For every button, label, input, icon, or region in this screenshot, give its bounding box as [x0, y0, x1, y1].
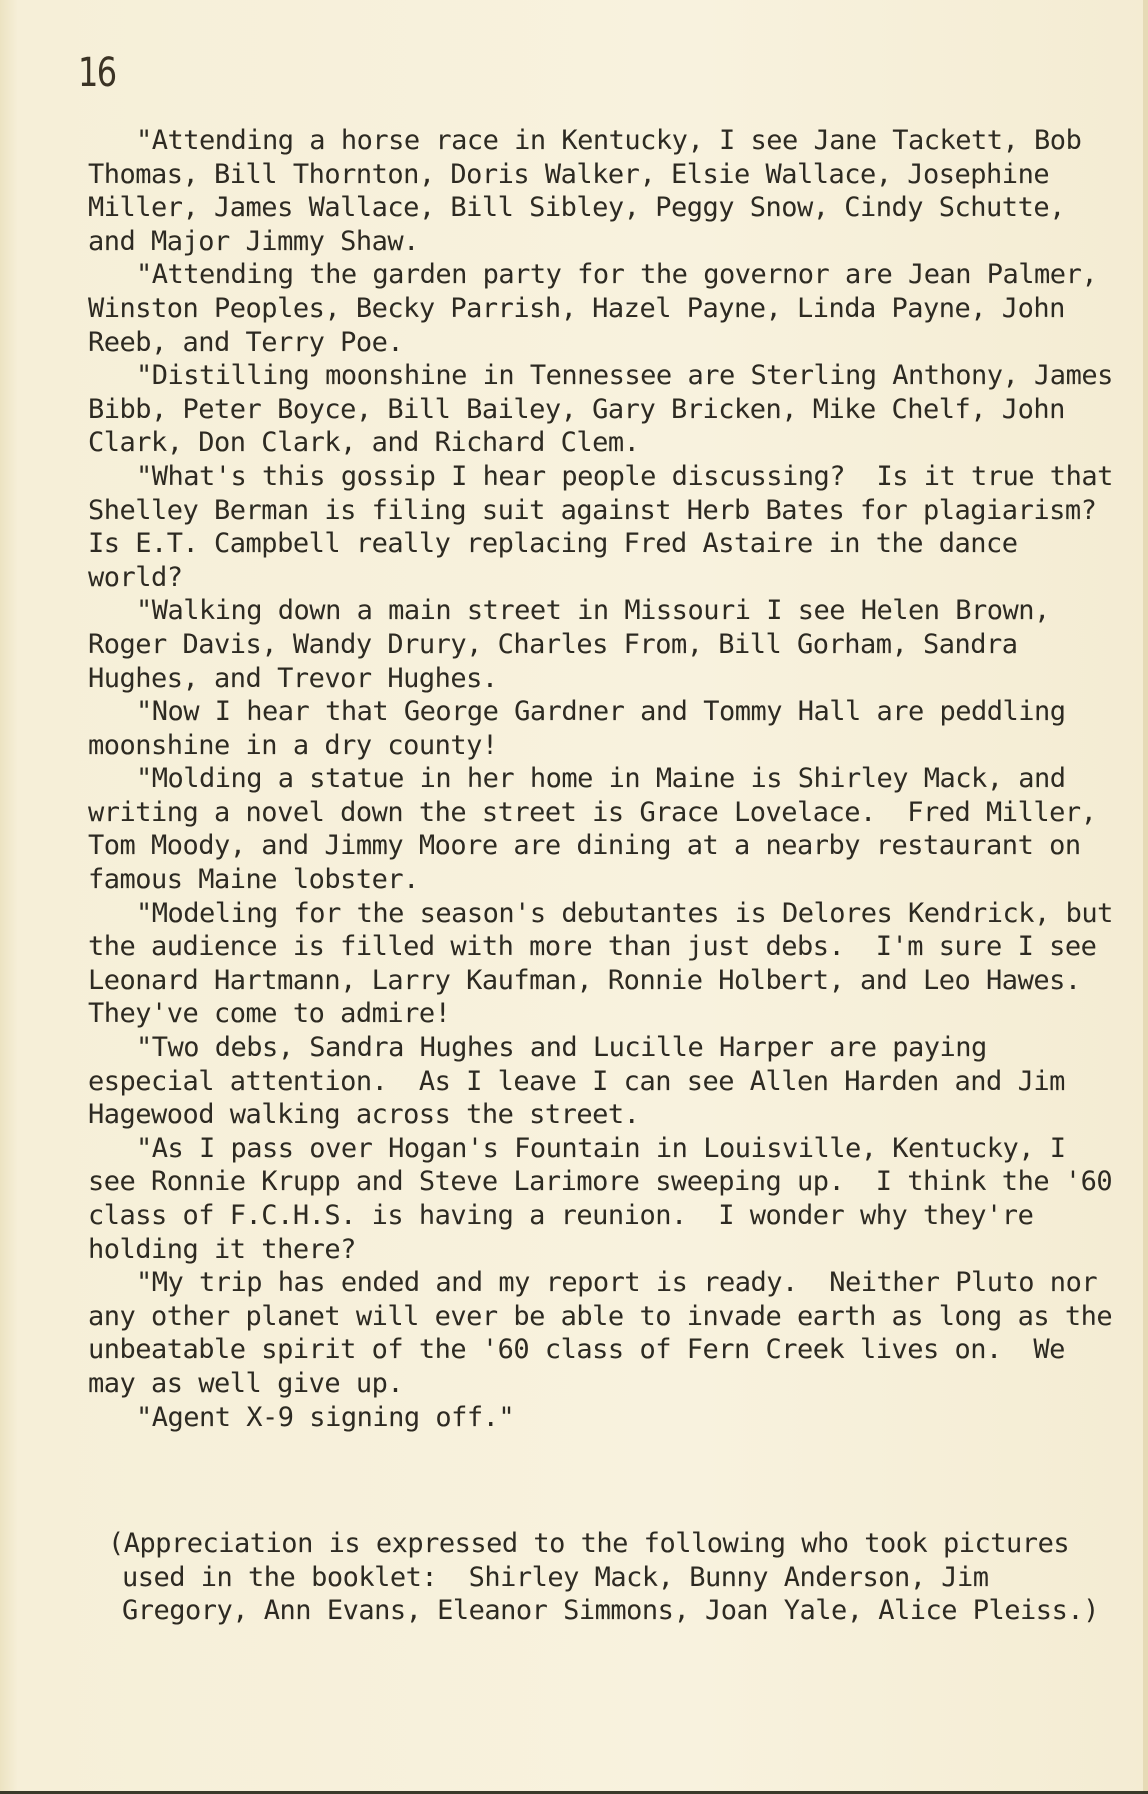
paragraph-maine: "Molding a statue in her home in Maine is Shirley Mack, and writing a novel down the street is Grace Lovelace. Fred Miller, Tom Moody, and Jimmy Moore are dining at a nearby restaurant on famous Maine lobster. [88, 763, 1113, 896]
paragraph-two-debs: "Two debs, Sandra Hughes and Lucille Harper are paying especial attention. As I leave I can see Allen Harden and Jim Hagewood walking across the street. [88, 1032, 1081, 1131]
paragraph-dry-county: "Now I hear that George Gardner and Tommy Hall are peddling moonshine in a dry county! [88, 696, 1082, 761]
paragraph-trip-ended: "My trip has ended and my report is ready. Neither Pluto nor any other planet will ever be able to invade earth as long as the unbeatable spirit of the '60 class of Fern Creek lives on. We may as well give up. [88, 1267, 1128, 1399]
page-number: 16 [78, 50, 116, 96]
paragraph-horse-race: "Attending a horse race in Kentucky, I see Jane Tackett, Bob Thomas, Bill Thornton, Doris Walker, Elsie Wallace, Josephine Miller, James Wallace, Bill Sibley, Peggy Snow, Cindy Schutte, and Major Jimmy Shaw. [88, 125, 1098, 257]
body-text [88, 124, 1129, 1434]
paragraph-gossip: "What's this gossip I hear people discussing? Is it true that Shelley Berman is filing suit against Herb Bates for plagiarism? Is E.T. Campbell really replacing Fred Astaire in the dance world? [88, 460, 1129, 593]
paragraph-moonshine-tennessee: "Distilling moonshine in Tennessee are Sterling Anthony, James Bibb, Peter Boyce, Bill Bailey, Gary Bricken, Mike Chelf, John Clark, Don Clark, and Richard Clem. [88, 360, 1129, 459]
paragraph-hogans-fountain: "As I pass over Hogan's Fountain in Louisville, Kentucky, I see Ronnie Krupp and Steve Larimore sweeping up. I think the '60 class of F.C.H.S. is having a reunion. I wonder why they're holding it there? [88, 1132, 1128, 1265]
paragraph-garden-party: "Attending the garden party for the governor are Jean Palmer, Winston Peoples, Becky Parrish, Hazel Payne, Linda Payne, John Reeb, and Terry Poe. [88, 259, 1113, 358]
paragraph-missouri: "Walking down a main street in Missouri I see Helen Brown, Roger Davis, Wandy Drury, Charles From, Bill Gorham, Sandra Hughes, and Trevor Hughes. [88, 595, 1066, 694]
paragraph-debutantes: "Modeling for the season's debutantes is Delores Kendrick, but the audience is filled with more than just debs. I'm sure I see Leonard Hartmann, Larry Kaufman, Ronnie Holbert, and Leo Hawes. They've come to admire! [88, 897, 1129, 1030]
appreciation-note: (Appreciation is expressed to the following who took pictures used in the booklet: Shirley Mack, Bunny Anderson, Jim Gregory, Ann Evans, Eleanor Simmons, Joan Yale, Alice Pleiss.) [108, 1528, 1099, 1627]
page-edge-right [1143, 0, 1148, 1794]
paragraph-signing-off: "Agent X-9 signing off." [136, 1401, 515, 1433]
